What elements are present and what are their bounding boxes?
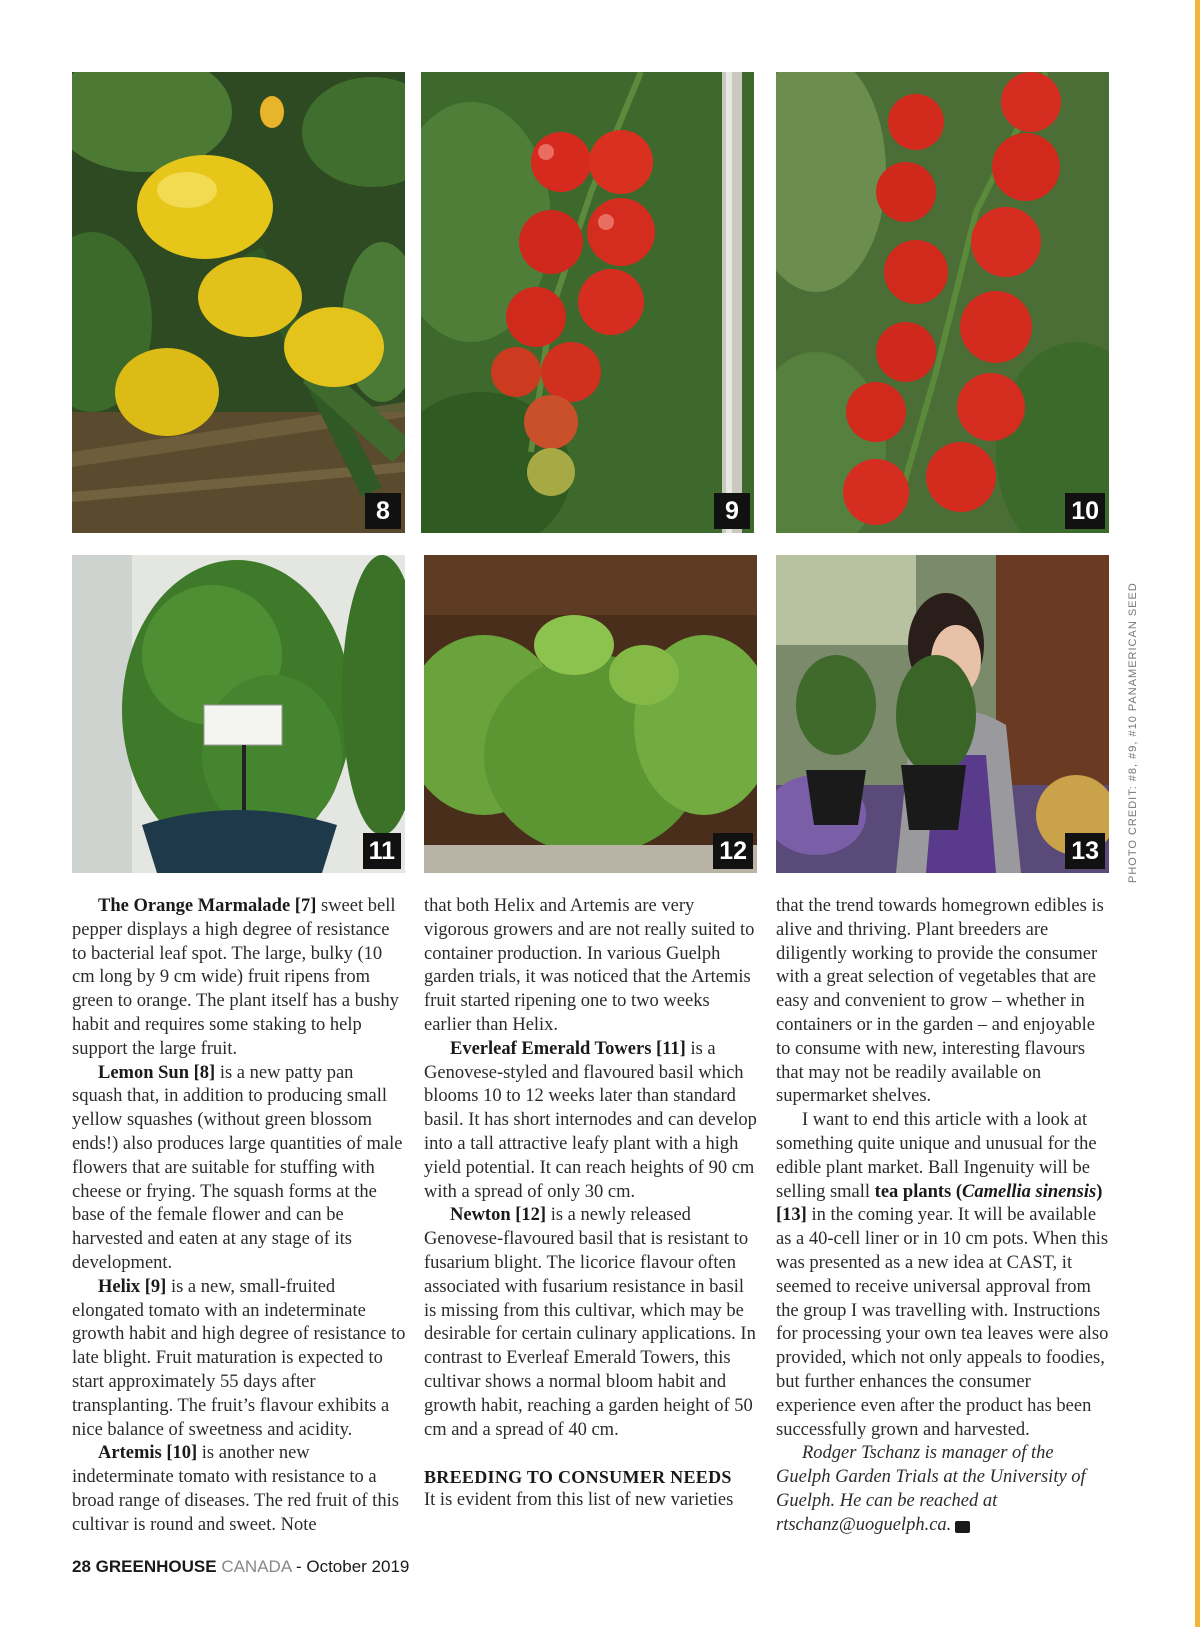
photo-number-badge: 11 [363,833,401,869]
photo-helix-tomato [421,72,754,533]
photo-newton-basil [424,555,757,873]
paragraph-breeding: It is evident from this list of new varieties [424,1490,734,1511]
photo-number-badge: 10 [1065,493,1105,529]
paragraph-text: is a new patty pan squash that, in addition to producing small yellow squashes (without green blossom ends!) also produces large quantities of male flowers that are suitable for stuffing with cheese or frying. The squash forms at the base of the female flower and can be harvested and eaten at any stage of its development. [72,1062,403,1273]
paragraph-everleaf [424,1038,758,1205]
cultivar-name: Newton [12] [450,1205,547,1226]
cultivar-name: tea plants ( [874,1181,963,1202]
photo-number-badge: 12 [713,833,753,869]
photo-credit: PHOTO CREDIT: #8, #9, #10 PANAMERICAN SEED [1127,582,1139,883]
photo-artemis-tomato [776,72,1109,533]
cultivar-name: Everleaf Emerald Towers [11] [450,1038,686,1059]
paragraph-artemis [72,1442,406,1537]
paragraph-newton [424,1204,758,1442]
photo-number-badge: 13 [1065,833,1105,869]
paragraph-text: is a Genovese-styled and flavoured basil which blooms 10 to 12 weeks later than standard basil. It has short internodes and can develop into a tall attractive leafy plant with a high yield potential. It can reach heights of 90 cm with a spread of only 30 cm. [424,1038,757,1202]
paragraph-trend: that the trend towards homegrown edibles is alive and thriving. Plant breeders are diligently working to provide the consumer with a great selection of vegetables that are easy and convenient to grow – whether in containers or in the garden – and enjoyable to consume with new, interesting flavours that may not be readily available on supermarket shelves. [776,896,1104,1107]
author-bio-text: Rodger Tschanz is manager of the Guelph Garden Trials at the University of Guelph. He can be reached at rtschanz@uoguelph.ca. [776,1443,1086,1535]
basil-towers-image [72,555,405,873]
paragraph-text: is a new, small-fruited elongated tomato with an indeterminate growth habit and high degree of resistance to late blight. Fruit maturation is expected to start approximately 55 days after transplanting. The fruit’s flavour exhibits a nice balance of sweetness and acidity. [72,1276,406,1440]
magazine-name-suffix: CANADA [221,1557,292,1576]
article-column-2 [424,895,758,1513]
newton-basil-image [424,555,757,873]
photo-tea-plants [776,555,1109,873]
photo-number-badge: 9 [714,493,750,529]
species-name: Camellia sinensis [962,1181,1097,1202]
page-number: 28 [72,1557,91,1576]
paragraph-helix [72,1276,406,1443]
issue-date: - October 2019 [295,1557,410,1576]
squash-image [72,72,405,533]
paragraph-text: in the coming year. It will be available as a 40-cell liner or in 10 cm pots. When this was presented as a new idea at CAST, it seemed to receive universal approval from the group I was travelling with. Instructions for processing your own tea leaves were also provided, which not only appeals to foodies, but further enhances the consumer experience even after the product has been successfully grown and harvested. [776,1205,1109,1440]
page-edge-accent [1195,0,1200,1627]
paragraph-text: sweet bell pepper displays a high degree of resistance to bacterial leaf spot. The large, bulky (10 cm long by 9 cm wide) fruit ripens from green to orange. The plant itself has a bushy habit and requires some staking to help support the large fruit. [72,896,399,1059]
cultivar-name: The Orange Marmalade [7] [98,896,317,916]
paragraph-text: I want to end this article with a look at something quite unique and unusual for the edible plant market. Ball Ingenuity will be selling small [776,1110,1097,1202]
paragraph-continued: that both Helix and Artemis are very vigorous growers and are not really suited to container production. In various Guelph garden trials, it was noticed that the Artemis fruit started ripening one to two weeks earlier than Helix. [424,896,755,1035]
tea-plants-image [776,555,1109,873]
section-heading: BREEDING TO CONSUMER NEEDS [424,1467,732,1488]
paragraph-text: is a newly released Genovese-flavoured basil that is resistant to fusarium blight. The licorice flavour often associated with fusarium resistance in basil is missing from this cultivar, which may be desirable for certain culinary applications. In contrast to Everleaf Emerald Towers, this cultivar shows a normal bloom habit and growth habit, reaching a garden height of 50 cm and a spread of 40 cm. [424,1205,756,1440]
cultivar-number: ) [13] [776,1181,1103,1226]
cultivar-name: Lemon Sun [8] [98,1062,216,1083]
photo-number-badge: 8 [365,493,401,529]
paragraph-tea-plants [776,1109,1110,1442]
photo-basil-towers [72,555,405,873]
paragraph-orange-marmalade [72,895,406,1062]
paragraph-lemon-sun [72,1062,406,1276]
cultivar-name: Artemis [10] [98,1443,198,1464]
article-column-1 [72,895,406,1538]
helix-tomato-image [421,72,754,533]
photo-squash [72,72,405,533]
page-footer [72,1557,409,1577]
article-column-3 [776,895,1110,1538]
author-bio [776,1442,1110,1537]
end-mark-icon: GC [955,1521,970,1533]
paragraph-text: is another new indeterminate tomato with resistance to a broad range of diseases. The red fruit of this cultivar is round and sweet. Note [72,1443,399,1535]
magazine-name: GREENHOUSE [95,1557,217,1576]
cultivar-name: Helix [9] [98,1276,167,1297]
artemis-tomato-image [776,72,1109,533]
